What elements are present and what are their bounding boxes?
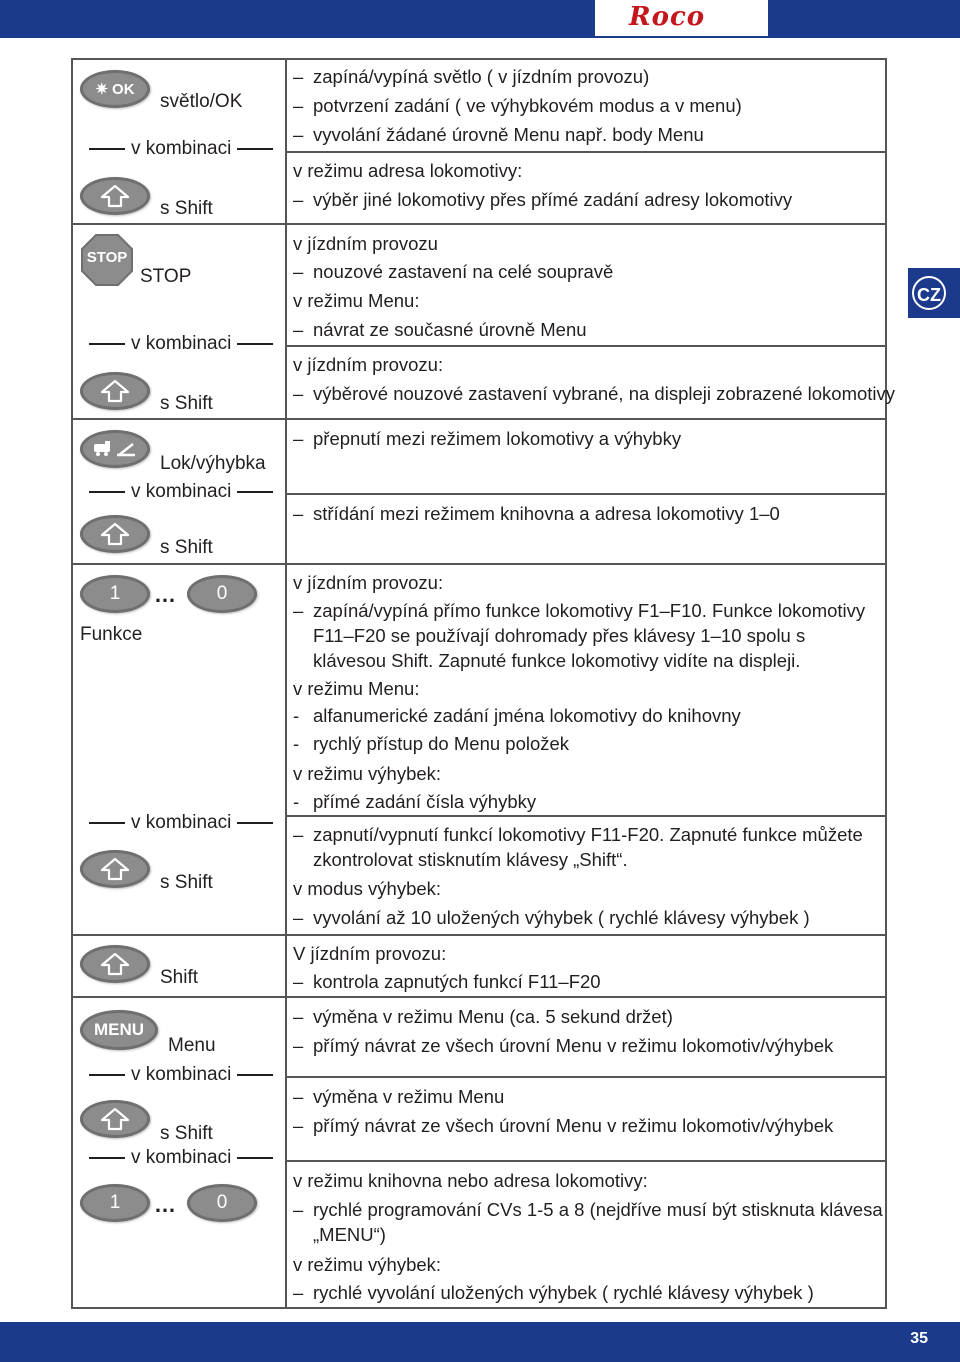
sun-icon: ✷: [95, 81, 109, 98]
key-1[interactable]: 1: [80, 575, 150, 613]
table-row-divider: [285, 934, 887, 936]
table-row-divider: [285, 223, 887, 225]
roco-logo: Roco: [629, 2, 706, 32]
lok-vyhybka-label: Lok/výhybka: [160, 453, 266, 474]
shift-arrow-icon: [100, 1107, 130, 1131]
shift-key[interactable]: [80, 1100, 150, 1138]
table-row-divider: [285, 563, 887, 565]
svetlo-ok-label: světlo/OK: [160, 91, 243, 112]
table-row-divider: [71, 934, 287, 936]
ellipsis: …: [154, 1192, 177, 1217]
header-divider: [765, 0, 768, 36]
section-heading: v jízdním provozu:: [293, 354, 444, 375]
funkce-label: Funkce: [80, 624, 143, 645]
key-0[interactable]: 0: [187, 575, 257, 613]
footer-bar: [0, 1322, 960, 1362]
language-badge: CZ: [912, 276, 946, 310]
shift-key[interactable]: [80, 372, 150, 410]
table-row-divider: [285, 1160, 887, 1162]
locomotive-turnout-icon: [91, 438, 139, 460]
section-heading: v režimu výhybek:: [293, 1254, 442, 1275]
ellipsis: …: [154, 582, 177, 607]
stop-label: STOP: [140, 266, 192, 287]
table-row-divider: [71, 223, 287, 225]
combo-label: v kombinaci: [83, 1147, 279, 1169]
table-column-divider: [285, 58, 287, 1309]
stop-key-label: STOP: [86, 249, 128, 266]
shift-key[interactable]: [80, 515, 150, 553]
shift-key[interactable]: [80, 945, 150, 983]
section-heading: v režimu Menu:: [293, 678, 420, 699]
section-heading: v modus výhybek:: [293, 878, 442, 899]
table-row-divider: [285, 996, 887, 998]
shift-key[interactable]: [80, 850, 150, 888]
shift-arrow-icon: [100, 379, 130, 403]
page-number: 35: [910, 1330, 928, 1347]
menu-key[interactable]: MENU: [80, 1010, 158, 1050]
table-row-divider: [285, 418, 887, 420]
key-0[interactable]: 0: [187, 1184, 257, 1222]
s-shift-label: s Shift: [160, 872, 213, 893]
table-row-divider: [285, 345, 887, 347]
section-heading: v režimu výhybek:: [293, 763, 442, 784]
section-heading: V jízdním provozu:: [293, 943, 447, 964]
combo-label: v kombinaci: [83, 333, 279, 355]
shift-arrow-icon: [100, 184, 130, 208]
section-heading: v jízdním provozu: [293, 233, 438, 254]
table-row-divider: [285, 815, 887, 817]
shift-arrow-icon: [100, 952, 130, 976]
shift-key[interactable]: [80, 177, 150, 215]
header-bar: [0, 0, 960, 38]
s-shift-label: s Shift: [160, 537, 213, 558]
shift-arrow-icon: [100, 522, 130, 546]
ok-key[interactable]: [80, 70, 150, 108]
combo-label: v kombinaci: [83, 481, 279, 503]
table-row-divider: [71, 563, 287, 565]
section-heading: v režimu adresa lokomotivy:: [293, 160, 523, 181]
shift-arrow-icon: [100, 857, 130, 881]
table-row-divider: [285, 493, 887, 495]
menu-label: Menu: [168, 1035, 216, 1056]
table-row-divider: [71, 996, 287, 998]
section-heading: v jízdním provozu:: [293, 572, 444, 593]
s-shift-label: s Shift: [160, 1123, 213, 1144]
section-heading: v režimu Menu:: [293, 290, 420, 311]
s-shift-label: s Shift: [160, 198, 213, 219]
combo-label: v kombinaci: [83, 812, 279, 834]
combo-label: v kombinaci: [83, 138, 279, 160]
table-row-divider: [285, 1076, 887, 1078]
header-divider: [595, 0, 597, 36]
ok-key-label: OK: [112, 80, 135, 98]
combo-label: v kombinaci: [83, 1064, 279, 1086]
loco-turnout-key[interactable]: [80, 430, 150, 468]
shift-label: Shift: [160, 967, 199, 988]
table-row-divider: [71, 418, 287, 420]
section-heading: v režimu knihovna nebo adresa lokomotivy:: [293, 1170, 648, 1191]
table-row-divider: [285, 151, 887, 153]
s-shift-label: s Shift: [160, 393, 213, 414]
key-1[interactable]: 1: [80, 1184, 150, 1222]
